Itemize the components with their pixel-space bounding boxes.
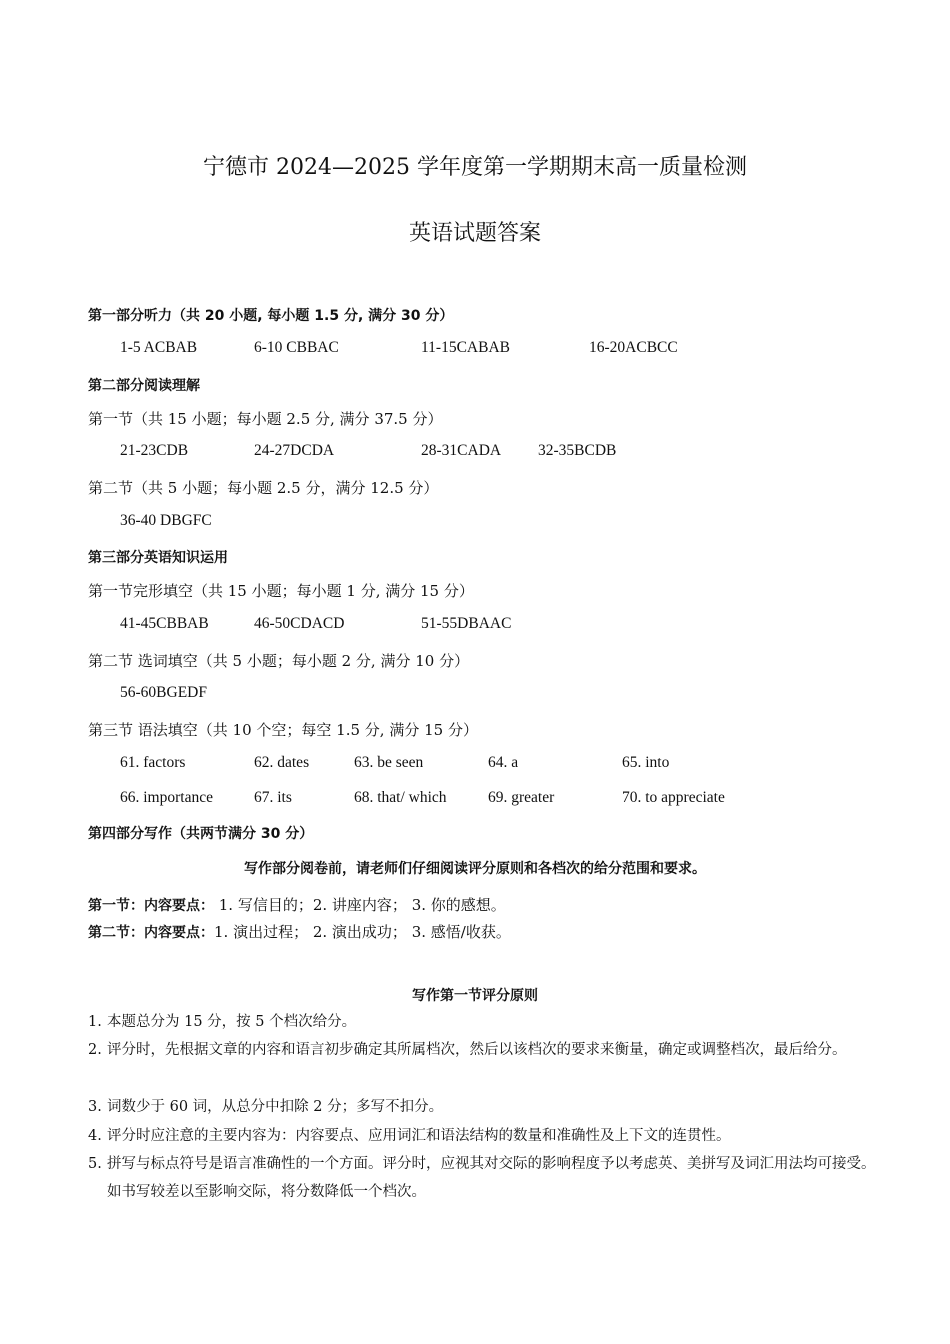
answer-group: 32-35BCDB bbox=[538, 442, 617, 459]
answer-group: 11-15CABAB bbox=[421, 339, 510, 356]
rule-number: 2. bbox=[88, 1042, 102, 1058]
principles-title: 写作第一节评分原则 bbox=[412, 988, 538, 1004]
part3-section2-heading: 第二节 选词填空（共 5 小题；每小题 2 分, 满分 10 分） bbox=[88, 652, 470, 670]
rule-text: 评分时，先根据文章的内容和语言初步确定其所属档次，然后以该档次的要求来衡量，确定或调整档次，最后给分。 bbox=[107, 1042, 847, 1058]
grammar-answer: 70. to appreciate bbox=[622, 789, 725, 806]
rule-text: 评分时应注意的主要内容为：内容要点、应用词汇和语法结构的数量和准确性及上下文的连贯性。 bbox=[107, 1128, 731, 1144]
answer-group: 6-10 CBBAC bbox=[254, 339, 339, 356]
document-subtitle: 英语试题答案 bbox=[408, 221, 541, 246]
grammar-answer: 68. that/ which bbox=[354, 789, 447, 806]
part3-section1-heading: 第一节完形填空（共 15 小题；每小题 1 分, 满分 15 分） bbox=[88, 582, 474, 600]
grammar-answer: 61. factors bbox=[120, 754, 186, 771]
part3-section3-heading: 第三节 语法填空（共 10 个空；每空 1.5 分, 满分 15 分） bbox=[88, 721, 478, 739]
part1-heading: 第一部分听力（共 20 小题, 每小题 1.5 分, 满分 30 分） bbox=[88, 308, 454, 324]
part2-section1-heading: 第一节（共 15 小题；每小题 2.5 分, 满分 37.5 分） bbox=[88, 410, 443, 428]
answer-group: 36-40 DBGFC bbox=[120, 512, 212, 529]
rule-number: 1. bbox=[88, 1014, 102, 1030]
grammar-answer: 64. a bbox=[488, 754, 519, 771]
content-points: 1. 演出过程； 2. 演出成功； 3. 感悟/收获。 bbox=[214, 923, 511, 941]
grammar-answer: 66. importance bbox=[120, 789, 213, 806]
part4-section1-points bbox=[88, 894, 506, 915]
part4-heading: 第四部分写作（共两节满分 30 分） bbox=[88, 826, 314, 842]
rule-number: 5. bbox=[88, 1156, 102, 1172]
part2-section2-heading: 第二节（共 5 小题；每小题 2.5 分，满分 12.5 分） bbox=[88, 479, 439, 497]
rule-number: 4. bbox=[88, 1128, 102, 1144]
section-label: 第一节：内容要点： bbox=[88, 898, 214, 914]
rule-text: 拼写与标点符号是语言准确性的一个方面。评分时，应视其对交际的影响程度予以考虑英、美拼写及词汇用法均可接受。如书写较差以至影响交际，将分数降低一个档次。 bbox=[107, 1156, 876, 1200]
part3-heading: 第三部分英语知识运用 bbox=[88, 550, 228, 566]
part4-section2-points bbox=[88, 921, 511, 942]
rule-text: 词数少于 60 词，从总分中扣除 2 分；多写不扣分。 bbox=[107, 1099, 444, 1115]
grading-notice: 写作部分阅卷前，请老师们仔细阅读评分原则和各档次的给分范围和要求。 bbox=[244, 861, 706, 877]
answer-group: 51-55DBAAC bbox=[421, 615, 512, 632]
answer-group: 1-5 ACBAB bbox=[120, 339, 198, 356]
answer-group: 28-31CADA bbox=[421, 442, 502, 459]
answer-group: 24-27DCDA bbox=[254, 442, 335, 459]
grammar-answer: 62. dates bbox=[254, 754, 310, 771]
grammar-answer: 69. greater bbox=[488, 789, 555, 806]
document-title: 宁德市 2024—2025 学年度第一学期期末高一质量检测 bbox=[203, 155, 747, 180]
rule-text: 本题总分为 15 分，按 5 个档次给分。 bbox=[107, 1014, 357, 1030]
grammar-answer: 63. be seen bbox=[354, 754, 424, 771]
grammar-answer: 67. its bbox=[254, 789, 292, 806]
answer-group: 16-20ACBCC bbox=[589, 339, 678, 356]
answer-group: 56-60BGEDF bbox=[120, 684, 207, 701]
rule-number: 3. bbox=[88, 1099, 102, 1115]
content-points: 1. 写信目的；2. 讲座内容； 3. 你的感想。 bbox=[214, 896, 506, 914]
part2-heading: 第二部分阅读理解 bbox=[88, 378, 200, 394]
answer-group: 21-23CDB bbox=[120, 442, 189, 459]
answer-group: 46-50CDACD bbox=[254, 615, 345, 632]
section-label: 第二节：内容要点： bbox=[88, 925, 214, 941]
answer-group: 41-45CBBAB bbox=[120, 615, 209, 632]
grammar-answer: 65. into bbox=[622, 754, 670, 771]
